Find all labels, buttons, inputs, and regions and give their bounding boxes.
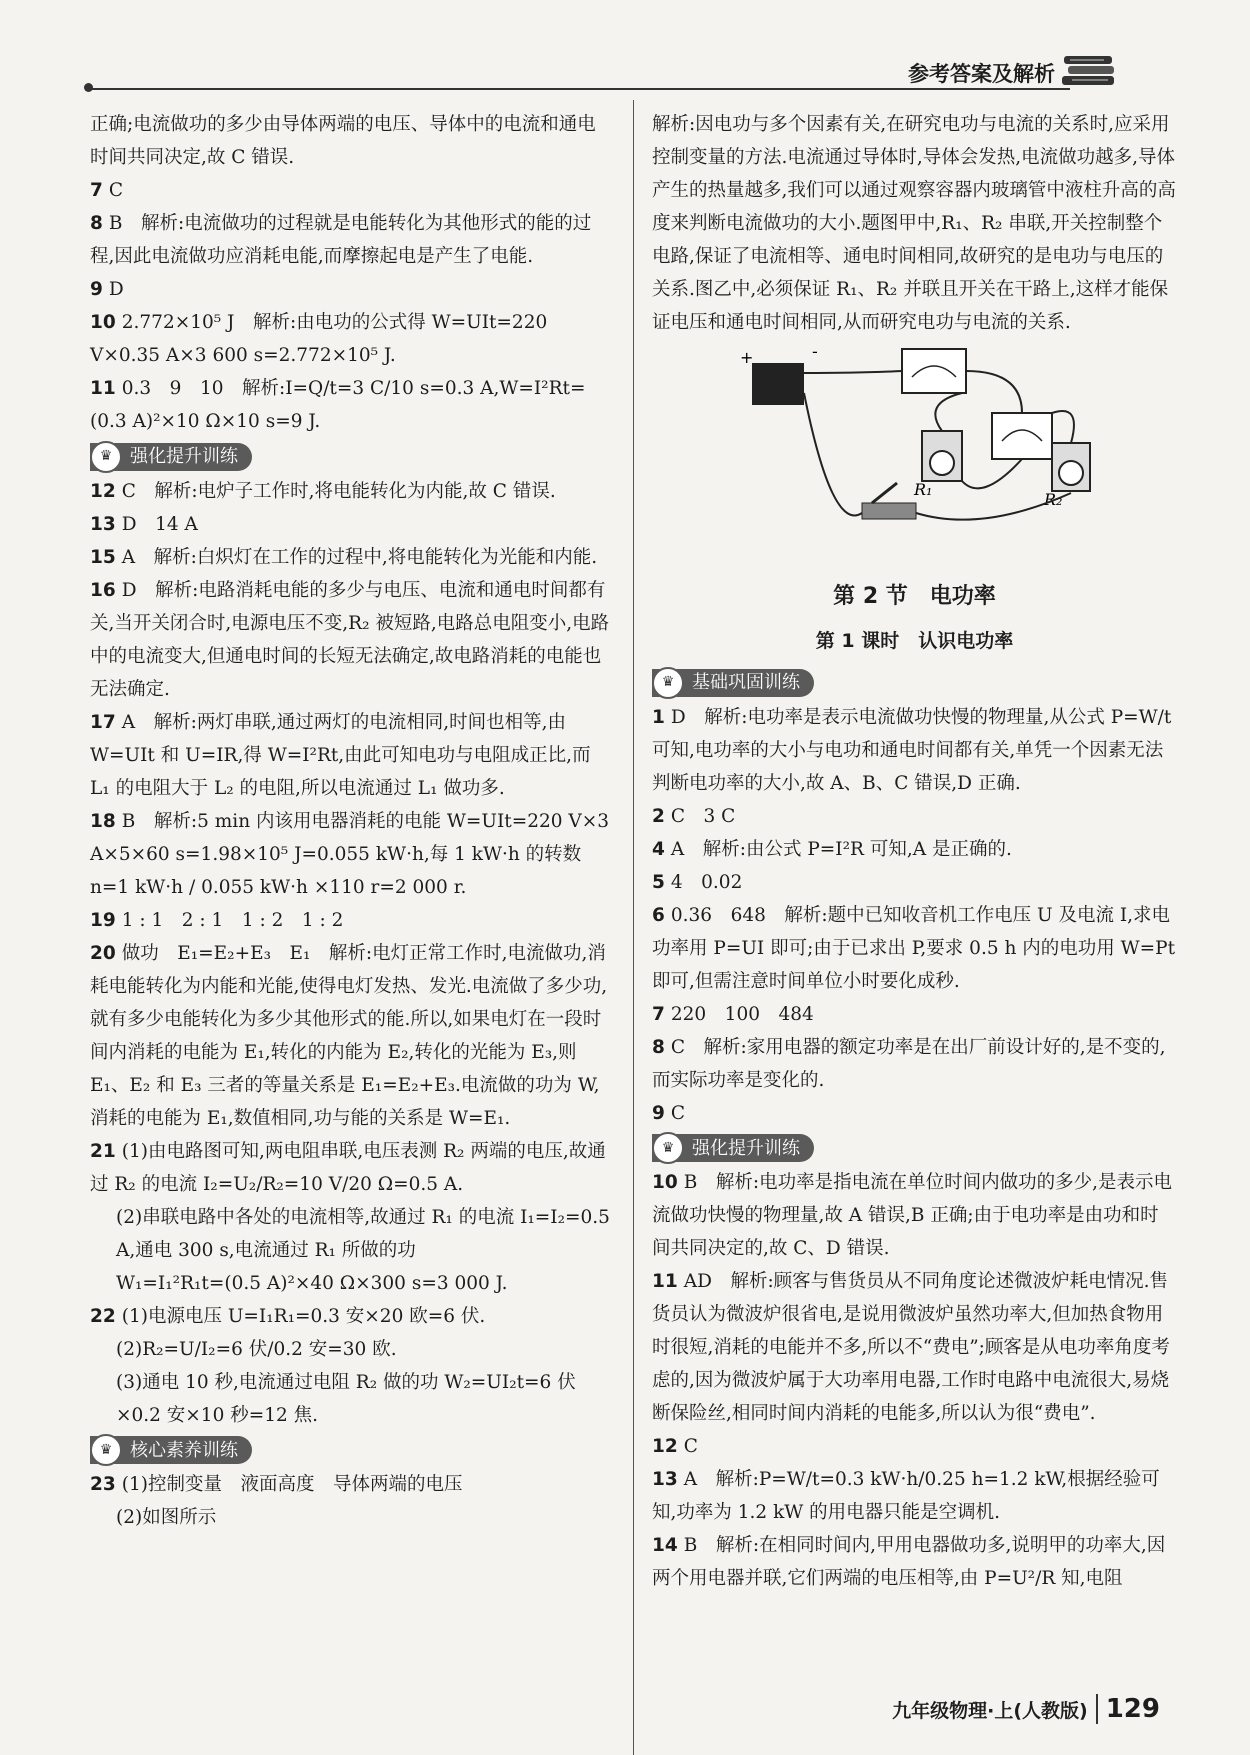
answer-item [652,899,1177,998]
answer-item [90,306,610,372]
answer-item [90,541,610,574]
meter-top [902,349,966,393]
answer-item [90,904,610,937]
answer-body: (1)控制变量 液面高度 导体两端的电压 [121,1474,463,1495]
answer-item [652,1166,1177,1265]
question-number: 16 [90,579,116,601]
answer-item [652,833,1177,866]
question-number: 5 [652,871,665,893]
question-number: 22 [90,1305,116,1327]
question-number: 11 [90,378,116,399]
answer-item [652,1529,1177,1595]
question-number: 9 [90,279,103,300]
answer-body: D [108,279,124,300]
answer-body: 4 0.02 [670,871,743,893]
header-title: 参考答案及解析 [908,62,1055,86]
crown-icon: ♛ [90,441,122,473]
answer-body: C 3 C [670,805,736,827]
question-number: 23 [90,1474,116,1495]
answer-body: 正确;电流做功的多少由导体两端的电压、导体中的电流和通电时间共同决定,故 C 错误. [90,114,596,168]
answer-text [90,1501,610,1534]
question-number: 1 [652,706,665,728]
battery [752,363,804,405]
crown-icon: ♛ [652,1132,684,1164]
answer-item [90,805,610,904]
question-number: 4 [652,838,665,860]
answer-item [652,701,1177,800]
answer-text [90,1333,610,1366]
answer-item [652,998,1177,1031]
section-band [652,669,814,697]
answer-item [652,1031,1177,1097]
question-number: 20 [90,942,116,964]
question-number: 19 [90,909,116,931]
question-number: 10 [652,1172,678,1193]
answer-body: 1 : 1 2 : 1 1 : 2 1 : 2 [121,909,344,931]
question-number: 15 [90,546,116,568]
circuit-diagram [722,343,1122,543]
answer-body: D 14 A [121,513,198,535]
question-number: 8 [90,213,103,234]
section-band-label: 强化提升训练 [130,446,238,467]
section-band [652,1134,814,1162]
answer-body: 解析:因电功与多个因素有关,在研究电功与电流的关系时,应采用控制变量的方法.电流通过导体时,导体会发热,电流做功越多,导体产生的热量越多,我们可以通过观察容器内玻璃管中液柱升高的高度来判断电流做功的大小.题图甲中,R₁、R₂ 串联,开关控制整个电路,保证了电流相等、通电时间相同,故研究的是电功与电压的关系.图乙中,必须保证 R₁、R₂ 并联且开关在干路上,这样才能保证电压和通电时间相同,从而研究电功与电流的关系. [652,114,1176,333]
answer-body: D 解析:电路消耗电能的多少与电压、电流和通电时间都有关,当开关闭合时,电源电压不变,R₂ 被短路,电路总电阻变小,电路中的电流变大,但通电时间的长短无法确定,故电路消耗的电能也无法确定. [90,579,610,700]
section-band-label: 强化提升训练 [692,1137,800,1159]
answer-body: W₁=I₁²R₁t=(0.5 A)²×40 Ω×300 s=3 000 J. [116,1272,508,1294]
answer-body: (2)R₂=U/I₂=6 伏/0.2 安=30 欧. [116,1338,397,1360]
section-band [90,443,252,471]
header-dot [84,83,93,92]
right-column [652,108,1177,1595]
r2-label: R₂ [1044,490,1063,509]
answer-item [90,574,610,706]
answer-text [90,108,610,174]
answer-body: A 解析:白炽灯在工作的过程中,将电能转化为光能和内能. [121,546,598,568]
answer-body: 做功 E₁=E₂+E₃ E₁ 解析:电灯正常工作时,电流做功,消耗电能转化为内能和光能,使得电灯发热、发光.电流做了多少功,就有多少电能转化为多少其他形式的能.所以,如果电灯在一段时间内消耗的电能为 E₁,转化的内能为 E₂,转化的光能为 E₃,则 E₁、E₂ 和 E₃ 三者的等量关系是 E₁=E₂+E₃.电流做的功为 W,消耗的电能为 E₁,数值相同,功与能的关系是 W=E₁. [90,942,608,1129]
question-number: 12 [652,1436,678,1457]
question-number: 11 [652,1271,678,1292]
battery-minus-label: - [812,343,818,361]
page-footer [892,1694,1160,1724]
r1-label: R₁ [914,480,933,499]
answer-body: (1)由电路图可知,两电阻串联,电压表测 R₂ 两端的电压,故通过 R₂ 的电流 I₂=U₂/R₂=10 V/20 Ω=0.5 A. [90,1140,606,1195]
answer-item [90,207,610,273]
answer-body: B 解析:电功率是指电流在单位时间内做功的多少,是表示电流做功快慢的物理量,故 A 错误,B 正确;由于电功率是由功和时间共同决定的,故 C、D 错误. [652,1172,1172,1259]
left-column [90,108,610,1534]
switch [862,503,916,519]
crown-icon: ♛ [652,667,684,699]
answer-item [652,1463,1177,1529]
section-band [90,1436,252,1464]
question-number: 13 [90,513,116,535]
answer-body: C 解析:家用电器的额定功率是在出厂前设计好的,是不变的,而实际功率是变化的. [652,1036,1166,1091]
answer-body: A 解析:两灯串联,通过两灯的电流相同,时间也相等,由 W=UIt 和 U=IR,得 W=I²Rt,由此可知电功与电阻成正比,而 L₁ 的电阻大于 L₂ 的电阻,所以电流通过 L₁ 做功多. [90,711,591,799]
answer-item [90,174,610,207]
answer-text [90,1366,610,1432]
question-number: 9 [652,1102,665,1124]
answer-body: (1)电源电压 U=I₁R₁=0.3 安×20 欧=6 伏. [121,1305,486,1327]
answer-body: C 解析:电炉子工作时,将电能转化为内能,故 C 错误. [121,480,556,502]
answer-body: C [108,180,124,201]
question-number: 14 [652,1535,678,1556]
answer-text [90,1267,610,1300]
page-header [90,50,1160,90]
answer-item [652,800,1177,833]
answer-body: (2)串联电路中各处的电流相等,故通过 R₁ 的电流 I₁=I₂=0.5 A,通电 300 s,电流通过 R₁ 所做的功 [116,1206,610,1261]
column-divider [633,100,634,1755]
answer-body: 220 100 484 [670,1003,814,1025]
question-number: 7 [90,180,103,201]
crown-icon: ♛ [90,1434,122,1466]
answer-body: 0.36 648 解析:题中已知收音机工作电压 U 及电流 I,求电功率用 P=UI 即可;由于已求出 P,要求 0.5 h 内的电功用 W=Pt 即可,但需注意时间单位小时要化成秒. [652,904,1176,992]
question-number: 18 [90,810,116,832]
answer-item [90,937,610,1135]
answer-item [652,866,1177,899]
answer-body: D 解析:电功率是表示电流做功快慢的物理量,从公式 P=W/t 可知,电功率的大小与电功和通电时间都有关,单凭一个因素无法判断电功率的大小,故 A、B、C 错误,D 正确. [652,706,1172,794]
question-number: 6 [652,904,665,926]
answer-body: A 解析:P=W/t=0.3 kW·h/0.25 h=1.2 kW,根据经验可知,功率为 1.2 kW 的用电器只能是空调机. [652,1469,1160,1523]
question-number: 7 [652,1003,665,1025]
answer-item [652,1265,1177,1430]
question-number: 12 [90,480,116,502]
answer-body: A 解析:由公式 P=I²R 可知,A 是正确的. [670,838,1012,860]
question-number: 10 [90,312,116,333]
answer-body: C [683,1436,698,1457]
answer-item [90,1468,610,1501]
books-icon [1060,52,1118,90]
answer-item [90,475,610,508]
answer-body: (3)通电 10 秒,电流通过电阻 R₂ 做的功 W₂=UI₂t=6 伏×0.2 安×10 秒=12 焦. [116,1371,576,1426]
answer-item [90,1135,610,1201]
answer-item [90,372,610,438]
answer-body: (2)如图所示 [116,1507,217,1528]
question-number: 17 [90,711,116,733]
answer-text [90,1201,610,1267]
answer-text [652,108,1177,339]
lesson-title: 第 1 课时 认识电功率 [815,630,1014,652]
answer-item [90,273,610,306]
question-number: 21 [90,1140,116,1162]
question-number: 13 [652,1469,678,1490]
answer-item [90,706,610,805]
section-band-label: 核心素养训练 [130,1439,238,1461]
meter-middle [992,413,1052,459]
answer-body: 2.772×10⁵ J 解析:由电功的公式得 W=UIt=220 V×0.35 A×3 600 s=2.772×10⁵ J. [90,312,548,366]
section-band-label: 基础巩固训练 [692,672,800,693]
answer-body: B 解析:电流做功的过程就是电能转化为其他形式的能的过程,因此电流做功应消耗电能,而摩擦起电是产生了电能. [90,213,592,267]
answer-item [90,1300,610,1333]
answer-body: 0.3 9 10 解析:I=Q/t=3 C/10 s=0.3 A,W=I²Rt=(0.3 A)²×10 Ω×10 s=9 J. [90,378,586,432]
question-number: 2 [652,805,665,827]
question-number: 8 [652,1036,665,1058]
answer-item [652,1097,1177,1130]
header-rule [90,88,1070,90]
battery-plus-label: + [740,348,754,367]
answer-body: B 解析:5 min 内该用电器消耗的电能 W=UIt=220 V×3 A×5×60 s=1.98×10⁵ J=0.055 kW·h,每 1 kW·h 的转数 n=1 kW·h / 0.055 kW·h ×110 r=2 000 r. [90,810,610,898]
answer-body: AD 解析:顾客与售货员从不同角度论述微波炉耗电情况.售货员认为微波炉很省电,是说用微波炉虽然功率大,但加热食物用时很短,消耗的电能并不多,所以不“费电”;顾客是从电功率角度考虑的,因为微波炉属于大功率用电器,工作时电路中电流很大,易烧断保险丝,相同时间内消耗的电能多,所以认为很“费电”. [652,1271,1170,1424]
section-title: 第 2 节 电功率 [833,584,996,609]
answer-body: C [670,1102,686,1124]
answer-item [652,1430,1177,1463]
page-number: 129 [1096,1694,1160,1724]
answer-body: B 解析:在相同时间内,甲用电器做功多,说明甲的功率大,因两个用电器并联,它们两端的电压相等,由 P=U²/R 知,电阻 [652,1535,1166,1589]
footer-label: 九年级物理·上(人教版) [892,1699,1088,1722]
answer-item [90,508,610,541]
